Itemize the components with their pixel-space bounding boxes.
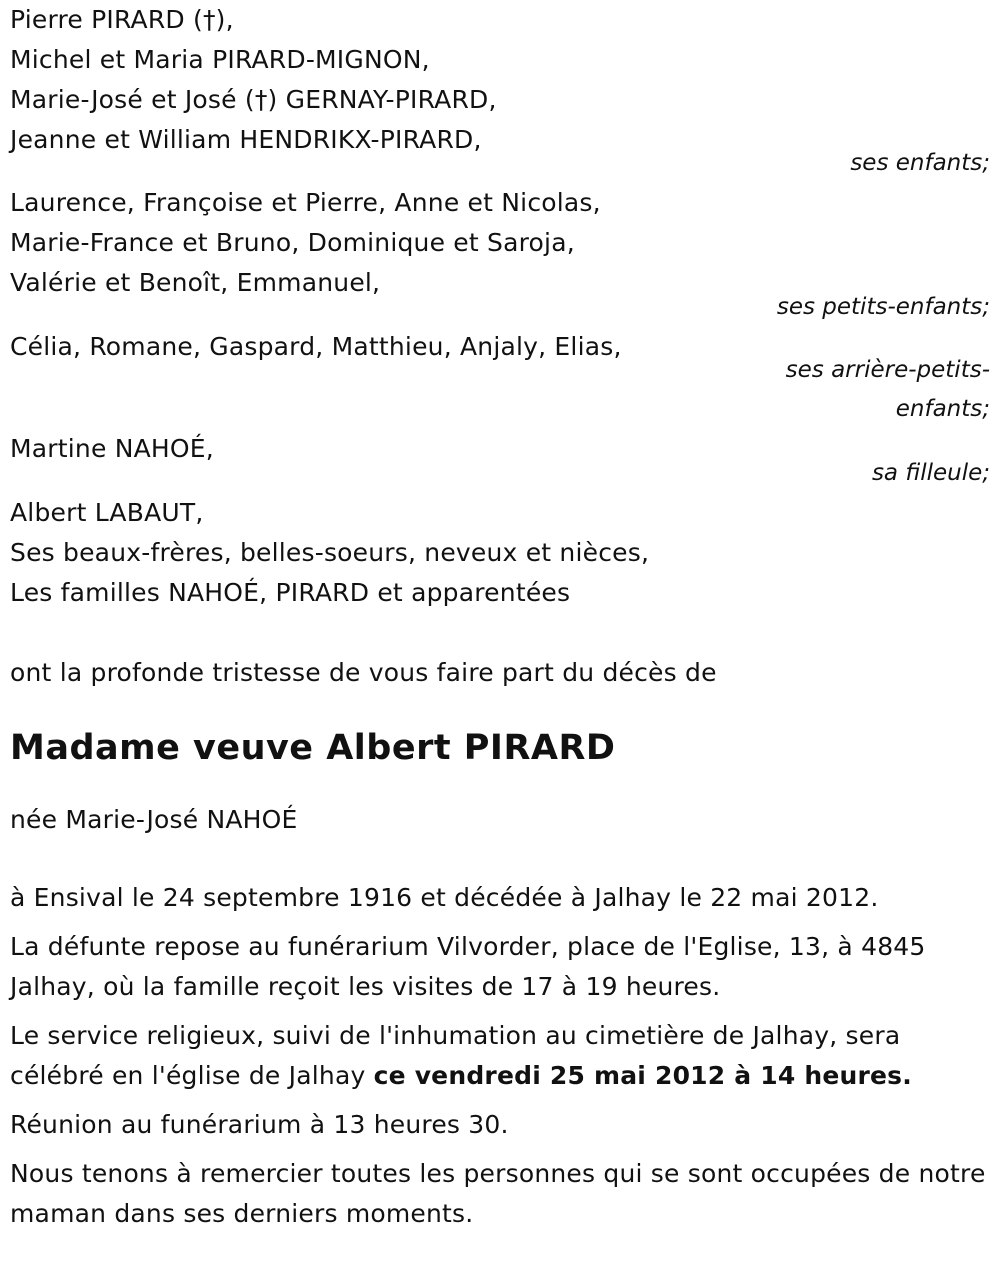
goddaughter-role: sa filleule; (871, 460, 990, 486)
deceased-name: Madame veuve Albert PIRARD (10, 728, 616, 768)
other-line: Ses beaux-frères, belles-soeurs, neveux et nièces, (10, 538, 650, 567)
goddaughter-block (10, 429, 990, 493)
grandchild-line: Valérie et Benoît, Emmanuel, (10, 268, 381, 297)
thanks-text: Nous tenons à remercier toutes les personnes qui se sont occupées de notre maman dans ses derniers moments. (10, 1159, 986, 1228)
child-line: Jeanne et William HENDRIKX-PIRARD, (10, 125, 482, 154)
great-grandchildren-role-2: enfants; (895, 396, 990, 422)
child-line: Pierre PIRARD (†), (10, 5, 234, 34)
other-line: Les familles NAHOÉ, PIRARD et apparentées (10, 578, 571, 607)
child-line: Marie-José et José (†) GERNAY-PIRARD, (10, 85, 497, 114)
grandchildren-block (10, 183, 990, 327)
repose-text: La défunte repose au funérarium Vilvorder, place de l'Eglise, 13, à 4845 Jalhay, où la famille reçoit les visites de 17 à 19 heures. (10, 932, 926, 1001)
children-role: ses enfants; (850, 150, 990, 176)
service-text (10, 1016, 990, 1096)
service-text-regular: Le service religieux, suivi de l'inhumation au cimetière de Jalhay, sera célébré en l'église de Jalhay (10, 1021, 901, 1090)
birth-death-text: à Ensival le 24 septembre 1916 et décédée à Jalhay le 22 mai 2012. (10, 883, 879, 912)
reunion-text: Réunion au funérarium à 13 heures 30. (10, 1110, 509, 1139)
child-line: Michel et Maria PIRARD-MIGNON, (10, 45, 430, 74)
great-grandchildren-block (10, 327, 990, 429)
goddaughter-line: Martine NAHOÉ, (10, 434, 214, 463)
children-block (10, 0, 990, 183)
great-grandchild-line: Célia, Romane, Gaspard, Matthieu, Anjaly, Elias, (10, 332, 622, 361)
grandchild-line: Marie-France et Bruno, Dominique et Saroja, (10, 228, 575, 257)
others-block (10, 493, 990, 613)
announcement-text: ont la profonde tristesse de vous faire part du décès de (10, 658, 717, 687)
service-date: ce vendredi 25 mai 2012 à 14 heures. (373, 1061, 912, 1090)
obituary-notice (10, 0, 990, 1243)
great-grandchildren-role-1: ses arrière-petits- (785, 357, 990, 383)
maiden-name: née Marie-José NAHOÉ (10, 805, 298, 834)
other-line: Albert LABAUT, (10, 498, 204, 527)
grandchild-line: Laurence, Françoise et Pierre, Anne et Nicolas, (10, 188, 601, 217)
grandchildren-role: ses petits-enfants; (776, 294, 990, 320)
